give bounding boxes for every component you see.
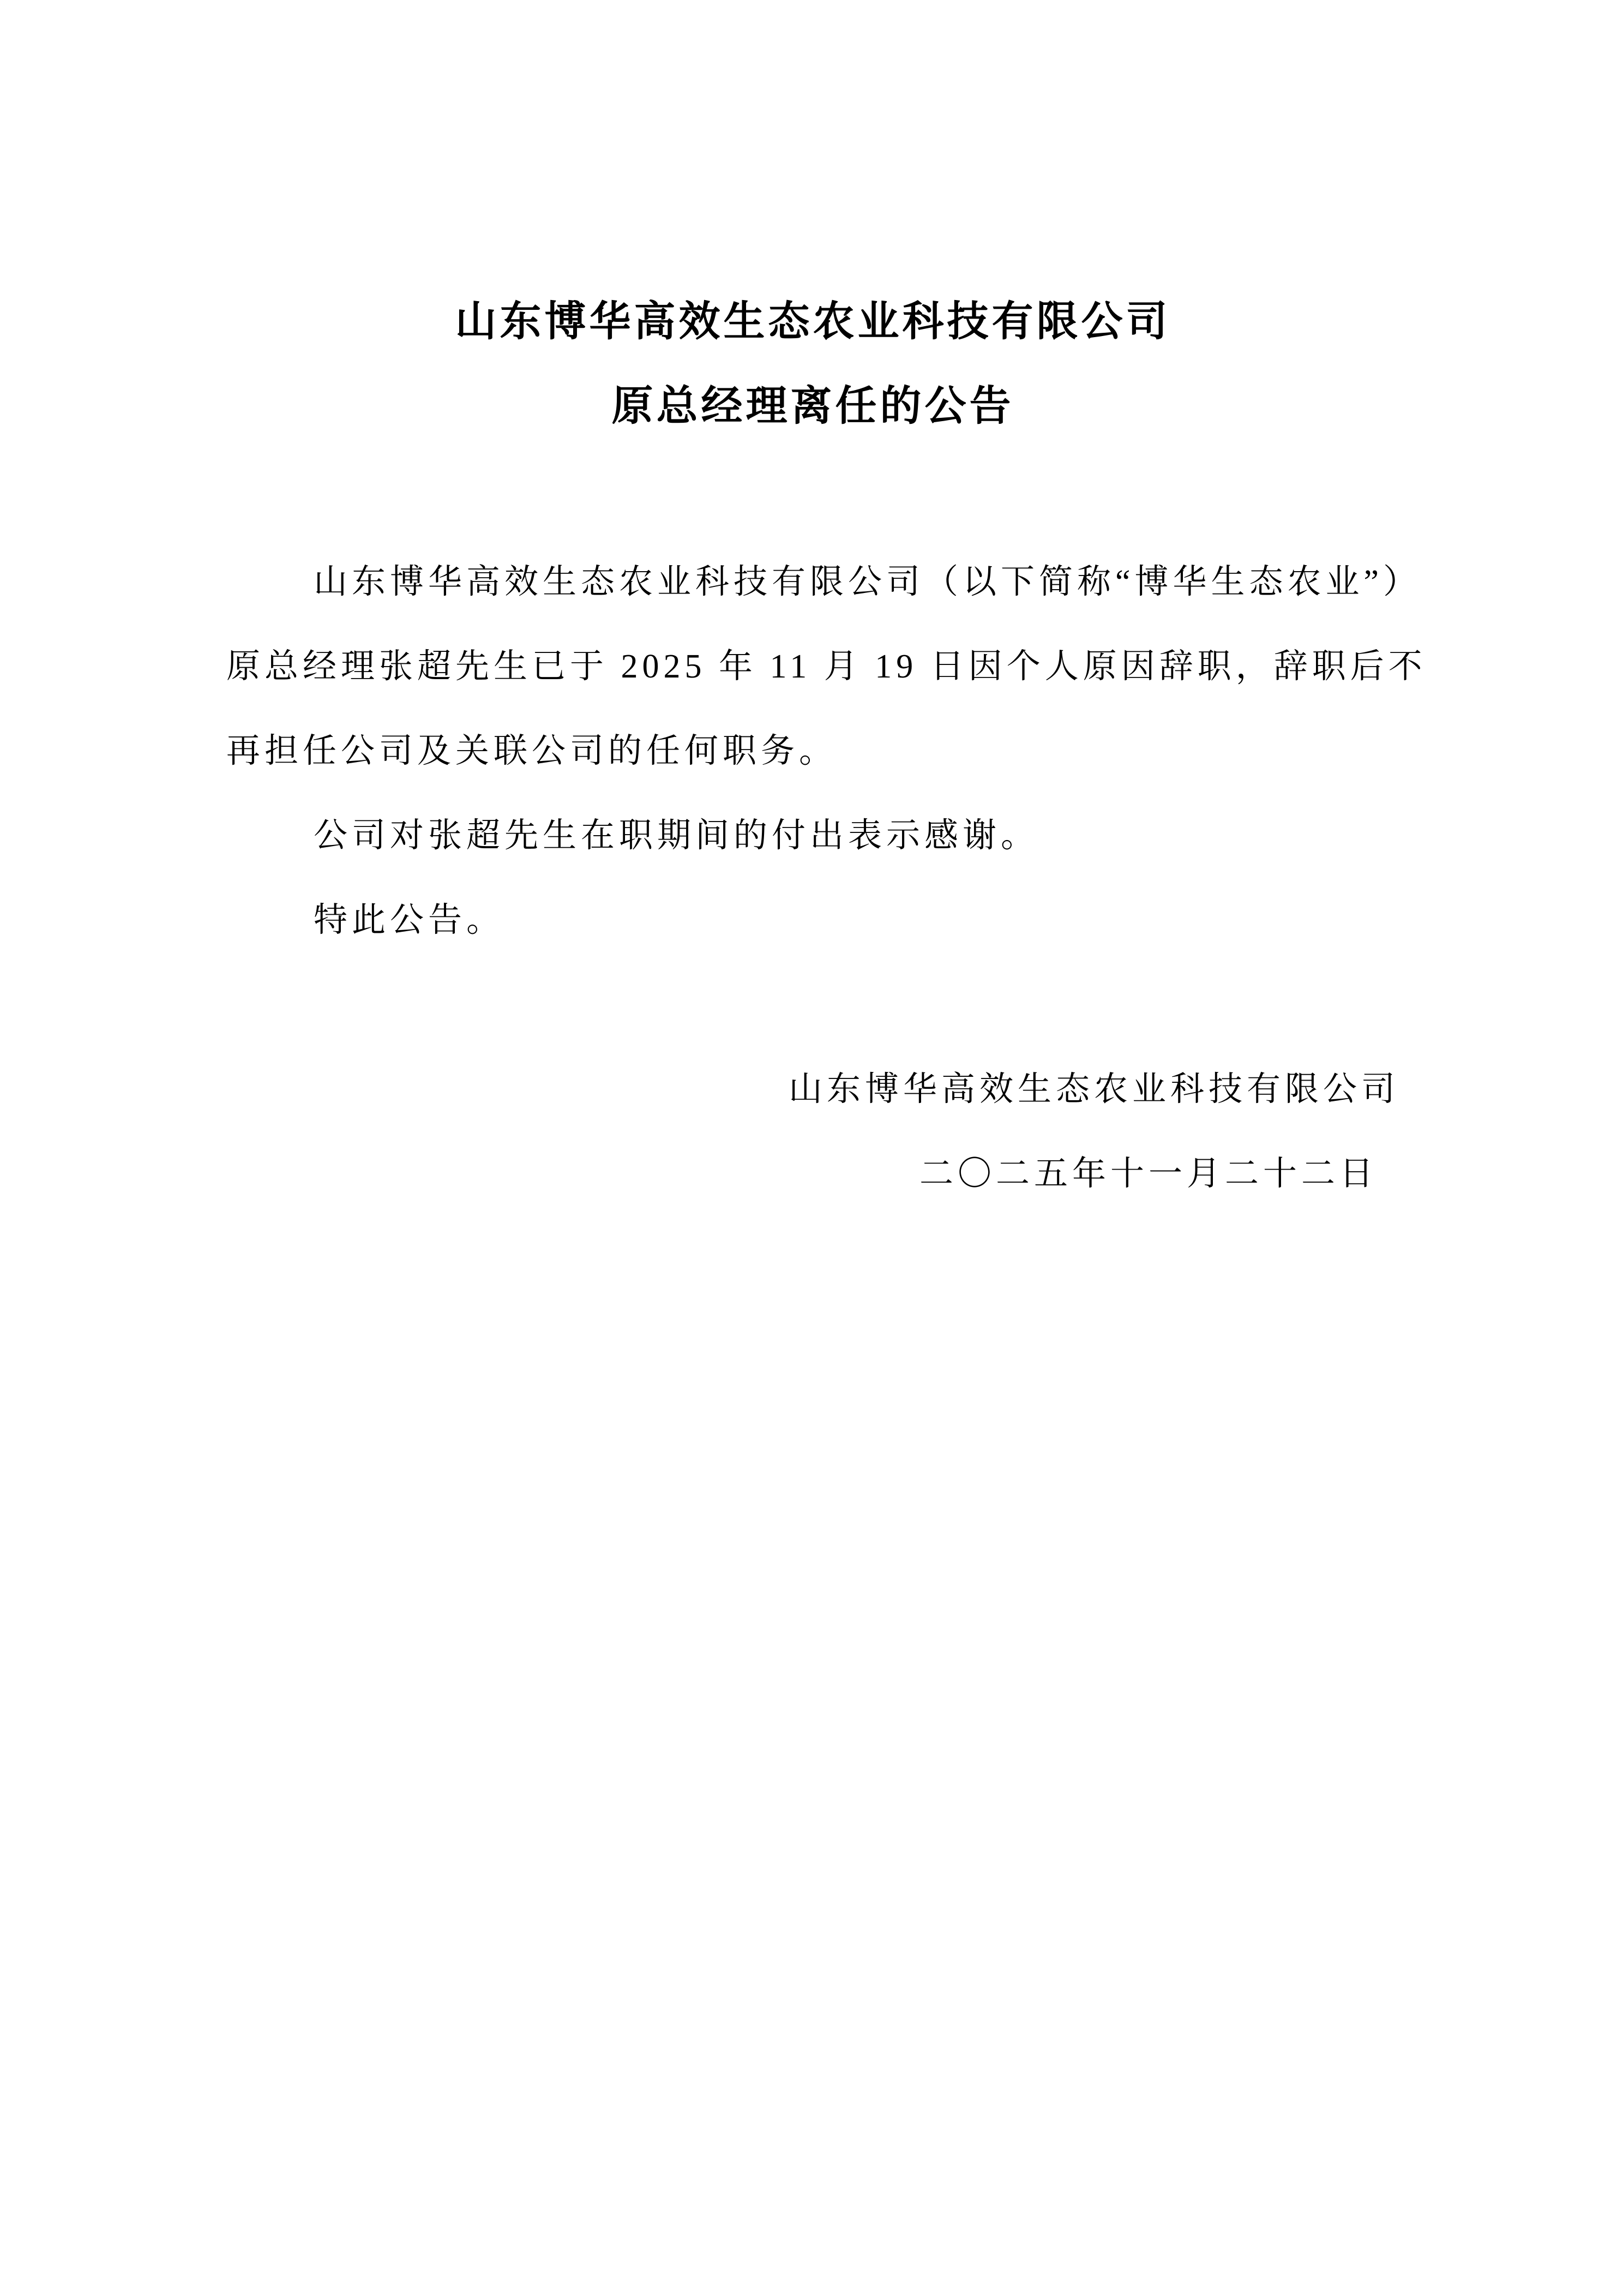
body-line-3: 再担任公司及关联公司的任何职务。 <box>226 733 838 770</box>
body-line-2: 原总经理张超先生已于 2025 年 11 月 19 日因个人原因辞职，辞职后不 <box>226 648 1427 685</box>
document-title <box>226 279 1399 448</box>
body-line-4: 公司对张超先生在职期间的付出表示感谢。 <box>314 817 1039 854</box>
signature-company: 山东博华高效生态农业科技有限公司 <box>788 1071 1399 1108</box>
document-signoff <box>226 1047 1399 1216</box>
body-line-5: 特此公告。 <box>314 902 505 939</box>
document-title-line2: 原总经理离任的公告 <box>611 383 1014 429</box>
body-line-1: 山东博华高效生态农业科技有限公司（以下简称“博华生态农业”） <box>314 563 1422 601</box>
document-title-line1: 山东博华高效生态农业科技有限公司 <box>455 298 1171 345</box>
signature-date: 二〇二五年十一月二十二日 <box>919 1155 1378 1192</box>
document-body <box>226 540 1427 963</box>
document-content <box>226 279 1427 1216</box>
